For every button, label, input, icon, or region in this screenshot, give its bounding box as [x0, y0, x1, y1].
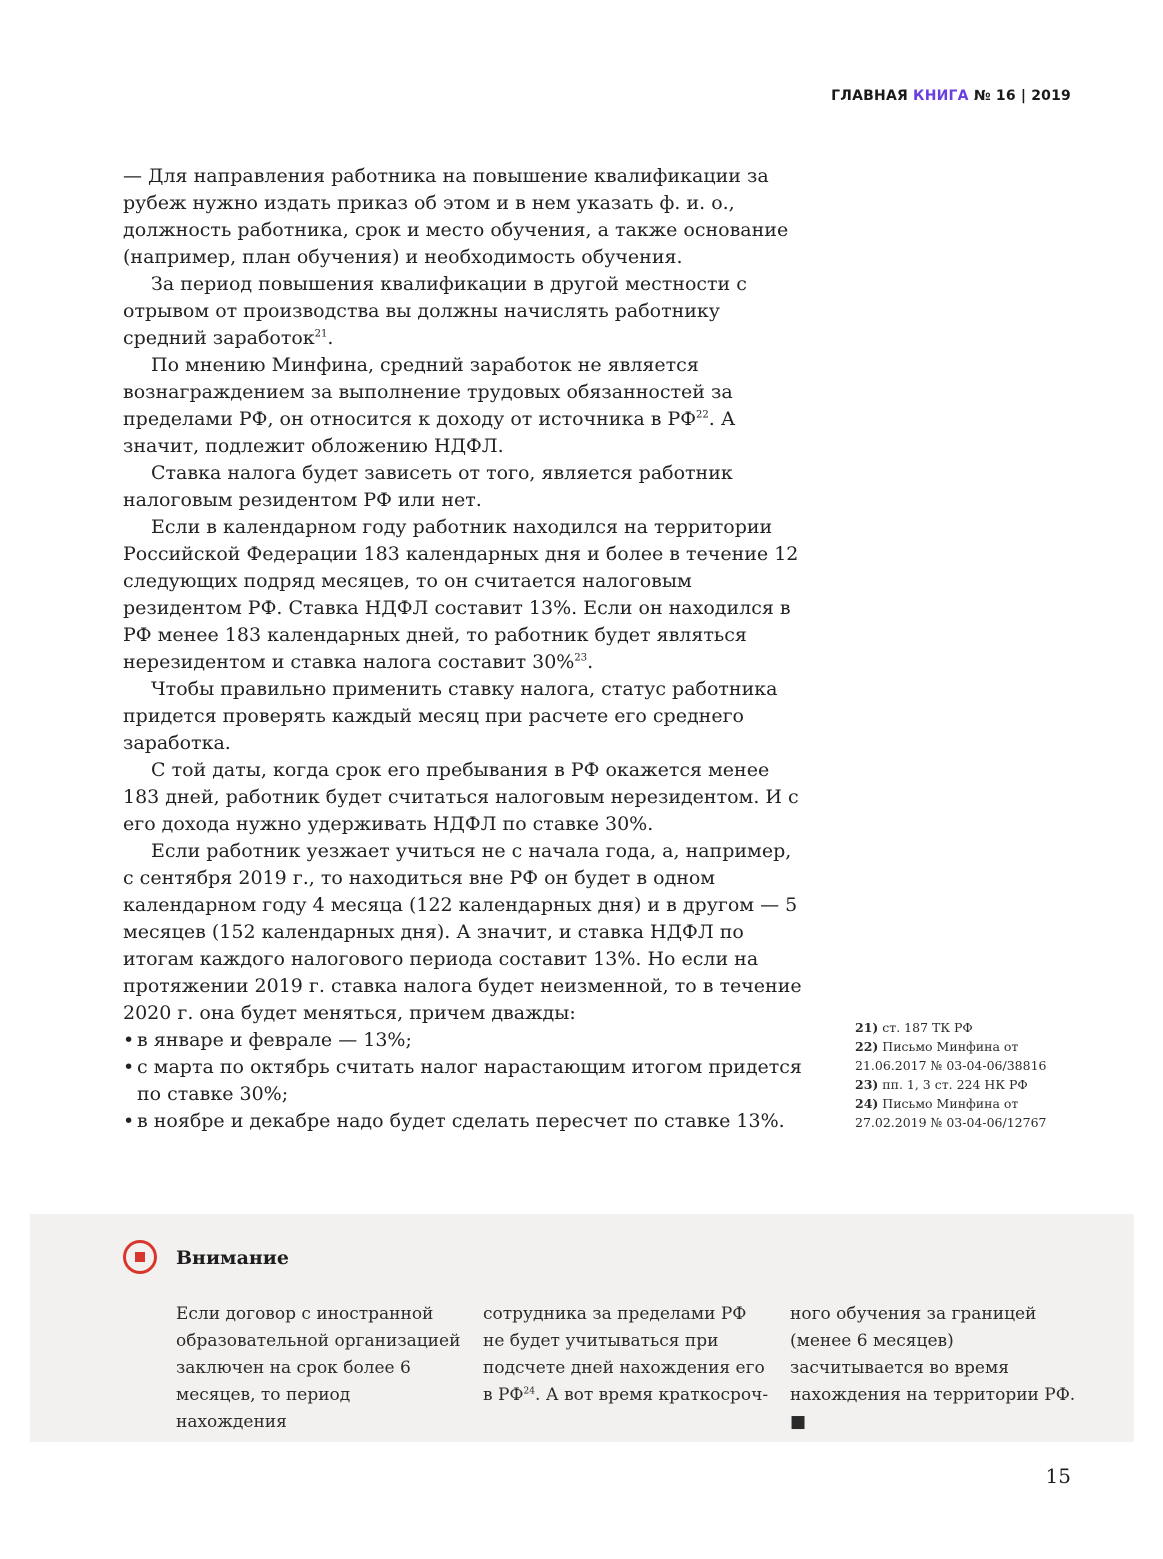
paragraph-1: — Для направления работника на повышение квалификации за рубеж нужно издать приказ об этом и в нем указать ф. и. о., должность работника, срок и место обучения, а также основание (например, план обучения) и необходимость обучения.	[123, 165, 789, 268]
footnote-21: 21) ст. 187 ТК РФ	[855, 1020, 973, 1035]
footnote-24: 24) Письмо Минфина от 27.02.2019 № 03-04-06/12767	[855, 1096, 1047, 1130]
paragraph-8: Если работник уезжает учиться не с начала года, а, например, с сентября 2019 г., то находиться вне РФ он будет в одном календарном году 4 месяца (122 календарных дня) и в другом — 5 месяцев (152 календарных дня). А значит, и ставка НДФЛ по итогам каждого налогового периода составит 13%. Но если на протяжении 2019 г. ставка налога будет неизменной, то в течение 2020 г. она будет меняться, причем дважды:	[123, 840, 802, 1024]
magazine-header	[831, 88, 1071, 104]
paragraph-4: Ставка налога будет зависеть от того, является работник налоговым резидентом РФ или нет.	[123, 462, 733, 511]
footnote-ref-21[interactable]: 21	[314, 328, 328, 340]
paragraph-7: С той даты, когда срок его пребывания в РФ окажется менее 183 дней, работник будет считаться налоговым нерезидентом. И с его дохода нужно удерживать НДФЛ по ставке 30%.	[123, 759, 799, 835]
callout-column-1: Если договор с иностранной образовательной организацией заключен на срок более 6 месяцев, то период нахождения	[176, 1304, 461, 1432]
attention-callout	[30, 1214, 1134, 1442]
list-item: • в январе и феврале — 13%;	[123, 1027, 803, 1054]
list-item: • в ноябре и декабре надо будет сделать пересчет по ставке 13%.	[123, 1108, 803, 1135]
footnote-ref-23[interactable]: 23	[574, 652, 588, 664]
header-title: ГЛАВНАЯ	[831, 88, 908, 104]
footnote-ref-22[interactable]: 22	[696, 409, 709, 421]
footnote-22: 22) Письмо Минфина от 21.06.2017 № 03-04-06/38816	[855, 1039, 1047, 1073]
paragraph-6: Чтобы правильно применить ставку налога, статус работника придется проверять каждый месяц при расчете его среднего заработка.	[123, 678, 778, 754]
paragraph-2: За период повышения квалификации в другой местности с отрывом от производства вы должны начислять работнику средний заработок$^{21}$.	[123, 273, 747, 349]
list-item: • с марта по октябрь считать налог нарастающим итогом придется по ставке 30%;	[123, 1054, 803, 1108]
header-title-accent: КНИГА	[913, 88, 969, 104]
header-issue: № 16 | 2019	[973, 88, 1071, 104]
paragraph-3: По мнению Минфина, средний заработок не является вознаграждением за выполнение трудовых обязанностей за пределами РФ, он относится к доходу от источника в РФ$^{22}$. А значит, подлежит обложению НДФЛ.	[123, 354, 736, 457]
footnote-ref-24[interactable]: 24	[523, 1386, 535, 1397]
rate-schedule-list	[123, 1027, 803, 1135]
callout-column-3: ного обучения за границей (менее 6 месяцев) засчитывается во время нахождения на территории РФ. ■	[790, 1304, 1076, 1432]
page-number: 15	[1045, 1464, 1071, 1488]
stop-icon	[123, 1240, 157, 1274]
callout-column-2: сотрудника за пределами РФ не будет учитываться при подсчете дней нахождения его в РФ$^{24}$. А вот время краткосроч-	[483, 1304, 769, 1405]
callout-title: Внимание	[176, 1247, 289, 1269]
article-body	[123, 163, 803, 1135]
footnote-23: 23) пп. 1, 3 ст. 224 НК РФ	[855, 1077, 1028, 1092]
footnotes	[855, 1018, 1085, 1132]
paragraph-5: Если в календарном году работник находился на территории Российской Федерации 183 календарных дня и более в течение 12 следующих подряд месяцев, то он считается налоговым резидентом РФ. Ставка НДФЛ составит 13%. Если он находился в РФ менее 183 календарных дней, то работник будет являться нерезидентом и ставка налога составит 30%$^{23}$.	[123, 516, 799, 673]
